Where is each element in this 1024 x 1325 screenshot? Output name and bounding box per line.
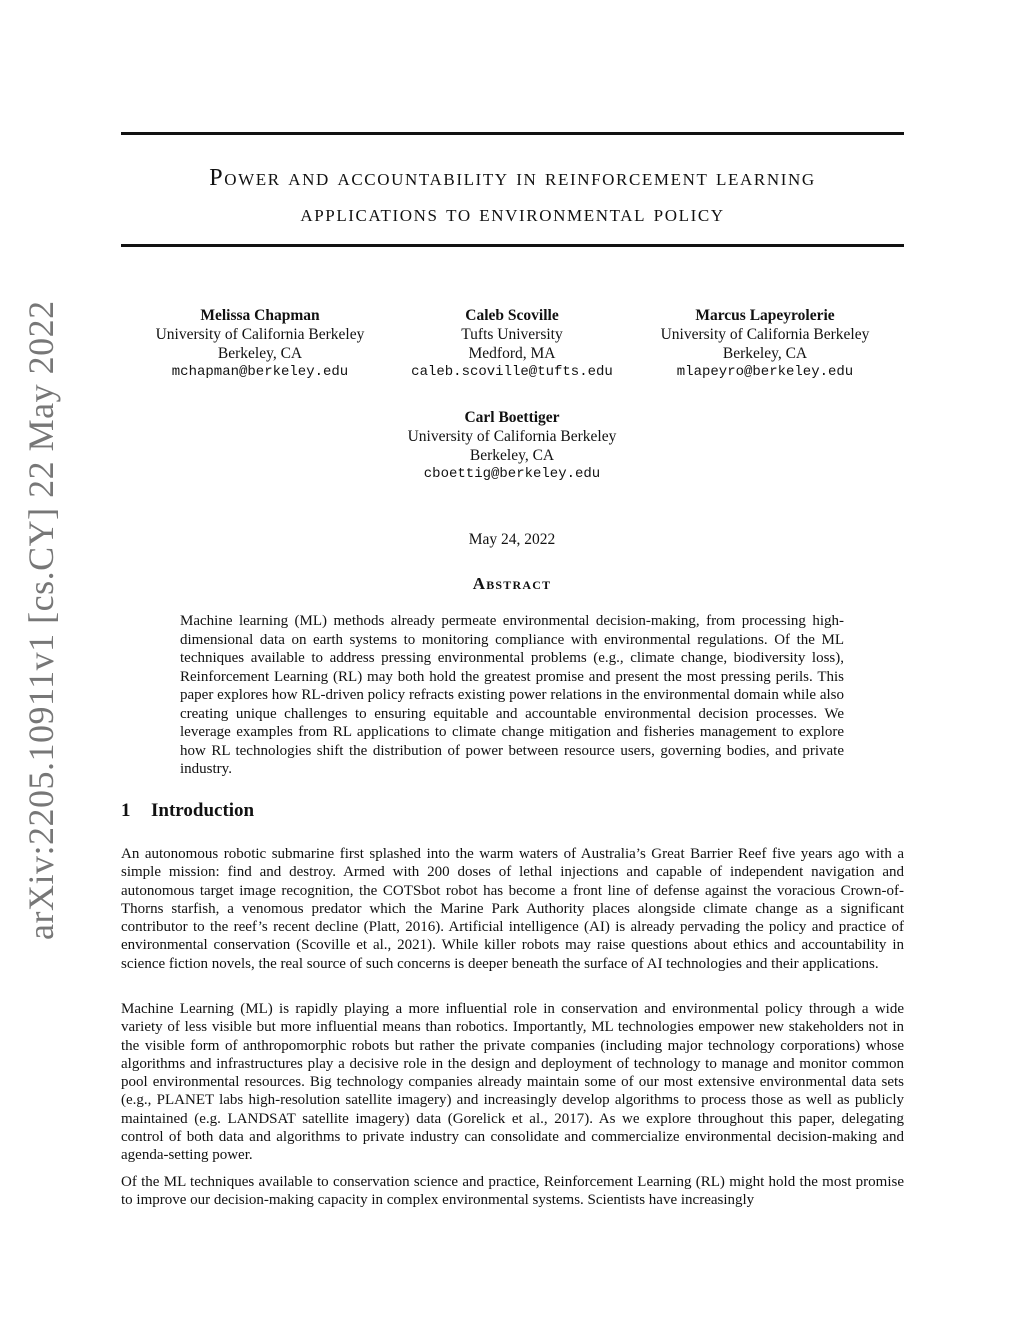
author-location: Berkeley, CA xyxy=(722,345,808,362)
section-title: Introduction xyxy=(151,800,255,821)
author-affiliation: Tufts University xyxy=(461,326,563,343)
paper-title-line-2: applications to environmental policy xyxy=(300,201,725,227)
abstract-heading: Abstract xyxy=(472,574,552,593)
author-location: Medford, MA xyxy=(468,345,556,362)
author-location: Berkeley, CA xyxy=(469,447,555,464)
author-email: caleb.scoville@tufts.edu xyxy=(411,364,613,380)
title-top-rule xyxy=(121,132,904,135)
author-affiliation: University of California Berkeley xyxy=(660,326,870,343)
body-paragraph: Of the ML techniques available to conservation science and practice, Reinforcement Learning (RL) might hold the most promise to improve our decision-making capacity in complex environmental systems. Scientists have increasingly xyxy=(121,1174,904,1209)
author-name: Carl Boettiger xyxy=(464,409,560,426)
body-paragraph: Machine Learning (ML) is rapidly playing a more influential role in conservation and environmental policy through a wide variety of less visible but more influential means than robotics. Importantly, ML technologies empower new stakeholders not in the visible form of anthropomorphic robots but rather the private companies (including major technology corporations) whose algorithms and infrastructures play a decisive role in the design and deployment of technology to manage and monitor common pool environmental resources. Big technology companies already maintain some of our most extensive environmental data sets (e.g., PLANET labs high-resolution satellite imagery) and increasingly develop algorithms to process those as well as publicly maintained (e.g. LANDSAT satellite imagery) data (Gorelick et al., 2017). As we explore throughout this paper, delegating control of both data and algorithms to private industry can consolidate and commercialize environmental decision-making and agenda-setting power. xyxy=(121,1001,904,1164)
paper-title-line-1: Power and accountability in reinforcement learning xyxy=(209,165,816,191)
author-email: mlapeyro@berkeley.edu xyxy=(676,364,854,380)
publication-date: May 24, 2022 xyxy=(468,531,556,548)
author-block xyxy=(382,306,642,382)
author-name: Marcus Lapeyrolerie xyxy=(695,307,835,324)
arxiv-identifier-stamp: arXiv:2205.10911v1 [cs.CY] 22 May 2022 xyxy=(21,300,61,940)
author-email: mchapman@berkeley.edu xyxy=(171,364,349,380)
author-email: cboettig@berkeley.edu xyxy=(423,466,601,482)
paper-title xyxy=(121,160,904,232)
abstract-body: Machine learning (ML) methods already permeate environmental decision-making, from processing high-dimensional data on earth systems to monitoring compliance with environmental regulations. Of the ML techniques available to address pressing environmental problems (e.g., climate change, biodiversity loss), Reinforcement Learning (RL) may both hold the greatest promise and present the most pressing perils. This paper explores how RL-driven policy refracts existing power relations in the environmental domain while also creating unique challenges to ensuring equitable and accountable environmental decision processes. We leverage examples from RL applications to climate change mitigation and fisheries management to explore how RL technologies shift the distribution of power between resource users, governing bodies, and private industry. xyxy=(180,613,844,777)
author-block xyxy=(130,306,390,382)
author-affiliation: University of California Berkeley xyxy=(407,428,617,445)
section-heading xyxy=(121,800,254,822)
author-name: Melissa Chapman xyxy=(200,307,320,324)
author-name: Caleb Scoville xyxy=(465,307,559,324)
title-bottom-rule xyxy=(121,244,904,247)
author-block xyxy=(382,408,642,484)
author-block xyxy=(635,306,895,382)
section-number: 1 xyxy=(121,800,131,821)
author-location: Berkeley, CA xyxy=(217,345,303,362)
body-paragraph: An autonomous robotic submarine first splashed into the warm waters of Australia’s Great Barrier Reef five years ago with a simple mission: find and destroy. Armed with 200 doses of lethal injections and capable of independent navigation and autonomous target image recognition, the COTSbot robot has become a front line of defense against the voracious Crown-of-Thorns starfish, a venomous predator which the Marine Park Authority places alongside climate change as a significant contributor to the reef’s recent decline (Platt, 2016). Artificial intelligence (AI) is already pervading the policy and practice of environmental conservation (Scoville et al., 2021). While killer robots may raise questions about ethics and accountability in science fiction novels, the real source of such concerns is deeper beneath the surface of AI technologies and their applications. xyxy=(121,846,904,972)
author-affiliation: University of California Berkeley xyxy=(155,326,365,343)
